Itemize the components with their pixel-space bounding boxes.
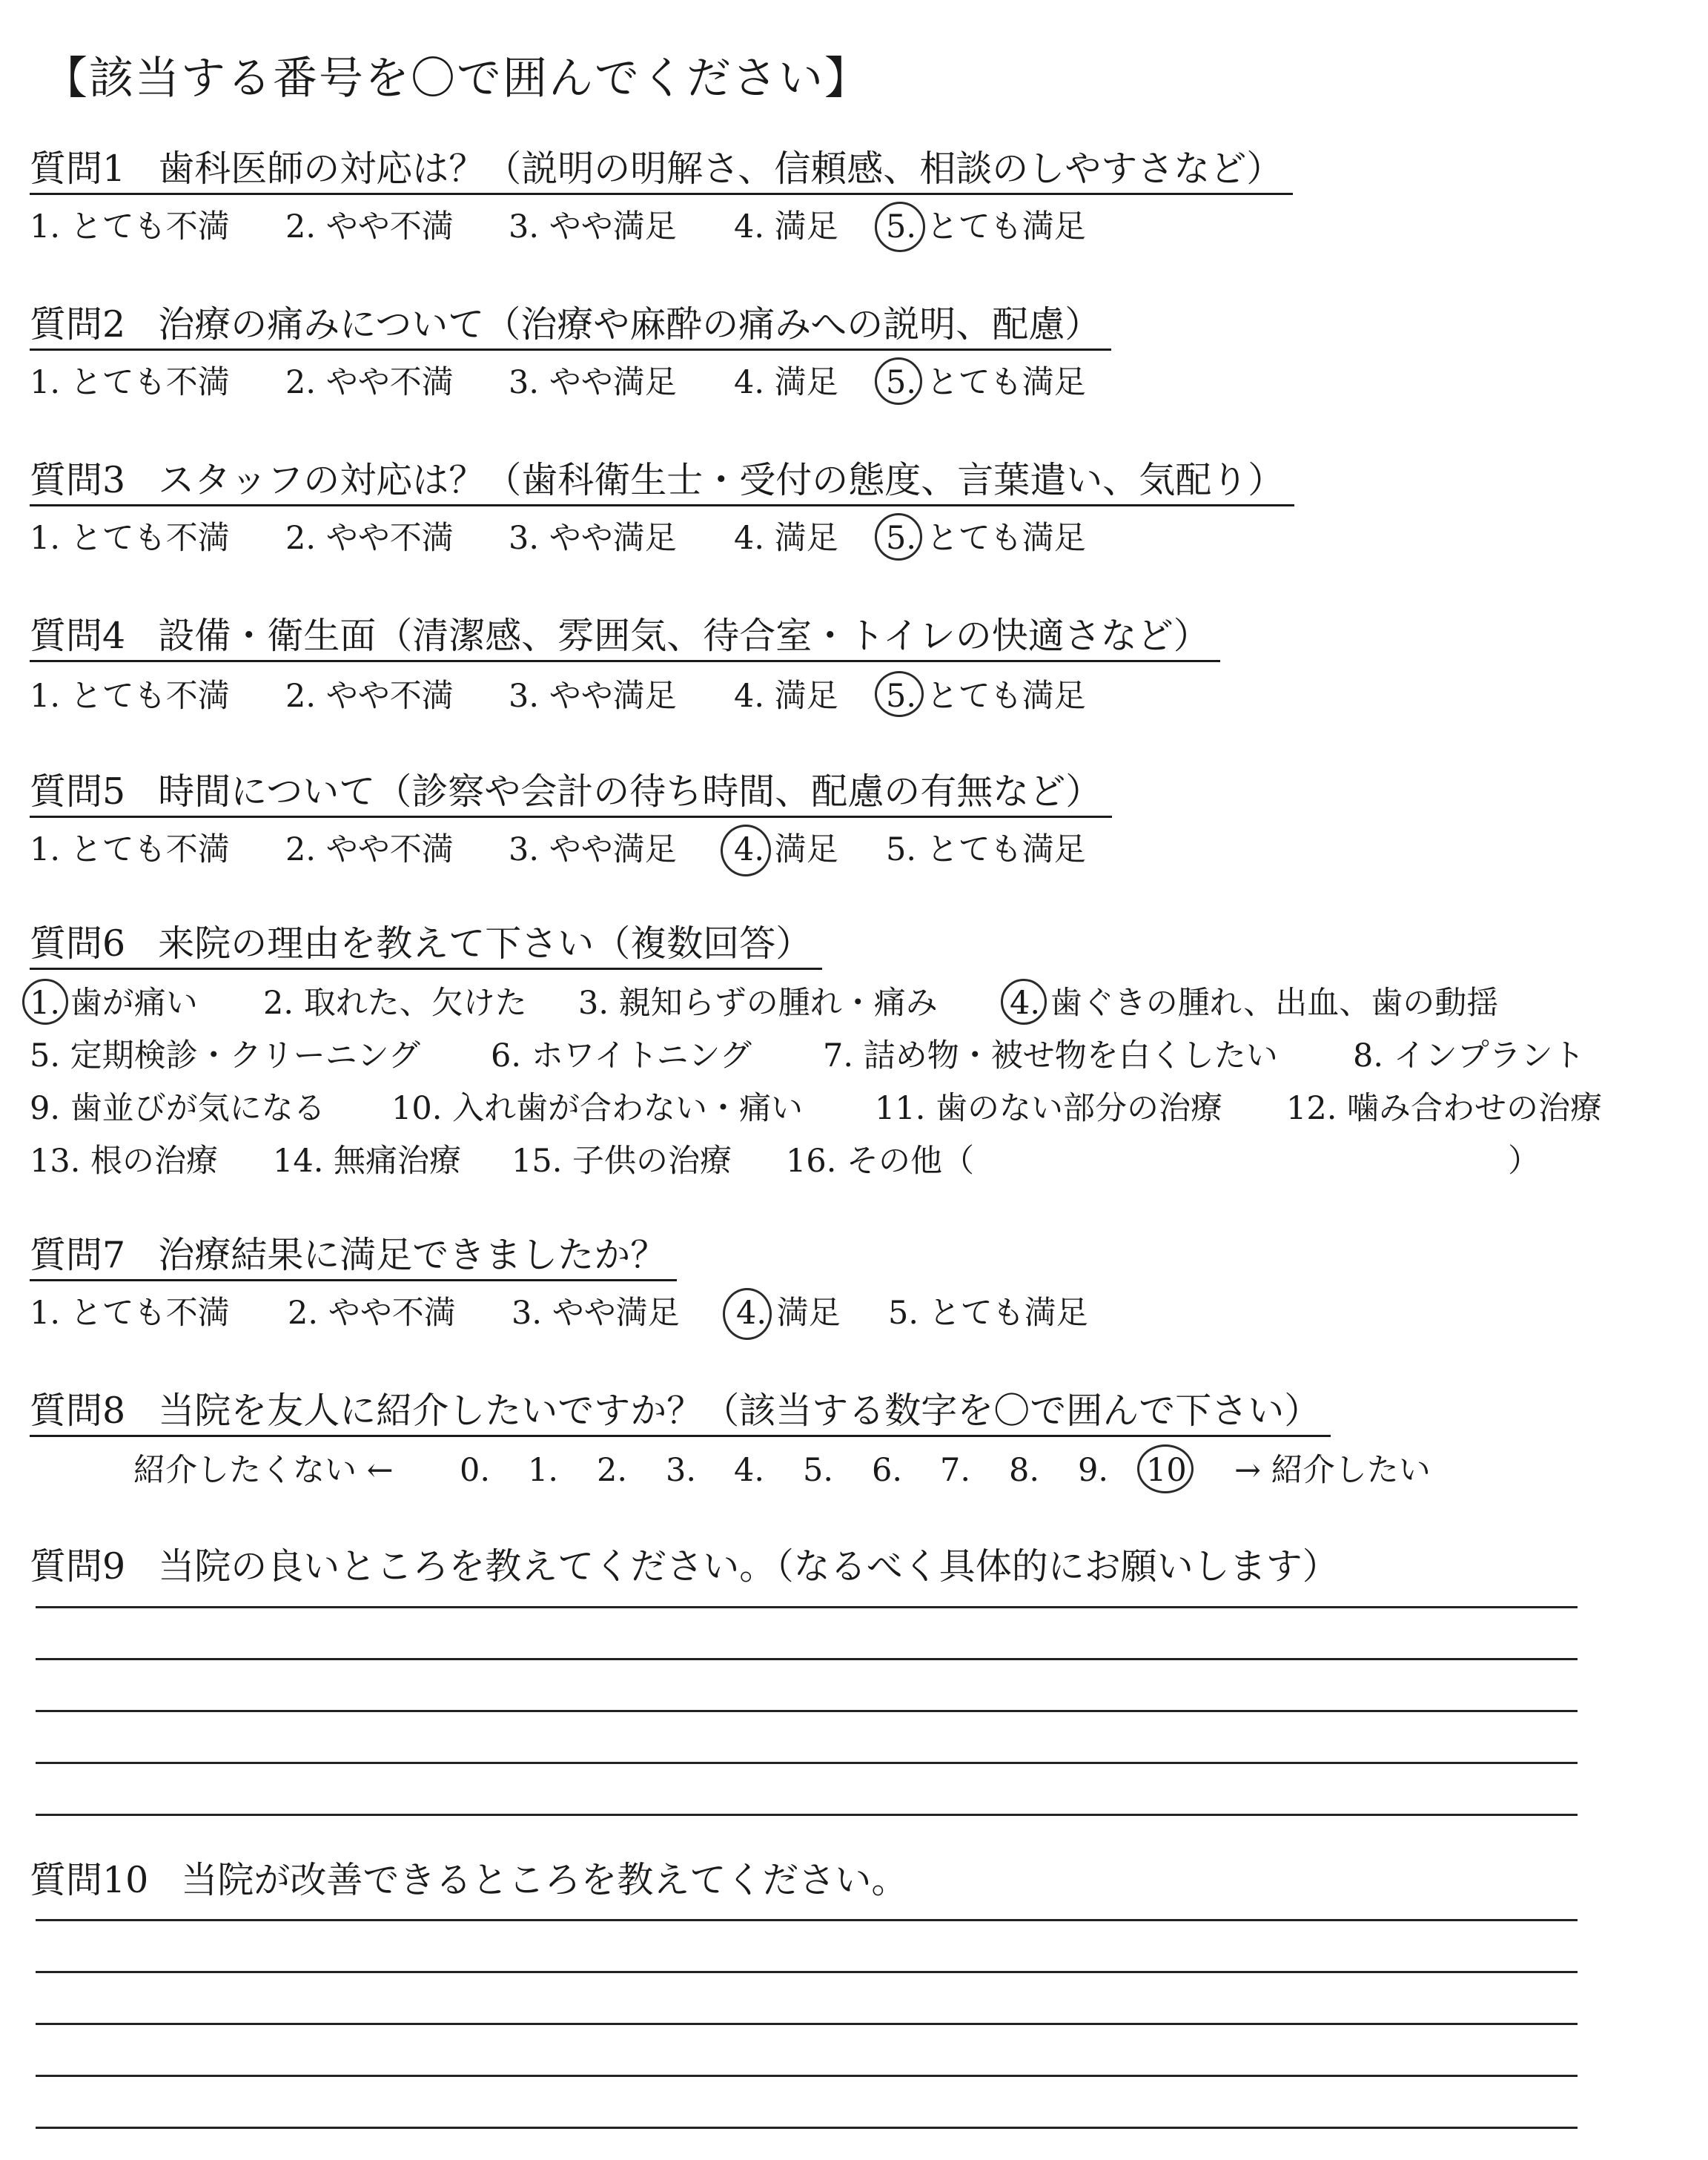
form-heading: 【該当する番号を〇で囲んでください】 xyxy=(43,53,870,105)
q6-option-1[interactable]: 1. 歯が痛い xyxy=(30,985,198,1022)
q8-option-5[interactable]: 5. xyxy=(803,1452,834,1489)
q6-option-14[interactable]: 14. 無痛治療 xyxy=(273,1143,462,1180)
question-1-title xyxy=(30,148,1293,195)
q6-option-3[interactable]: 3. 親知らずの腫れ・痛み xyxy=(578,985,938,1022)
question-8-number: 質問8 xyxy=(30,1390,126,1432)
question-10-number: 質問10 xyxy=(30,1859,149,1901)
question-3-number: 質問3 xyxy=(30,459,126,501)
q6-option-7[interactable]: 7. 詰め物・被せ物を白くしたい xyxy=(823,1037,1278,1074)
q6-option-16-label: 16. その他（ xyxy=(786,1143,975,1180)
q8-option-6[interactable]: 6. xyxy=(872,1452,903,1489)
q8-option-4[interactable]: 4. xyxy=(734,1452,765,1489)
q5-option-3[interactable]: 3. やや満足 xyxy=(509,831,677,868)
q1-option-3[interactable]: 3. やや満足 xyxy=(509,208,677,245)
q10-answer-line-1[interactable] xyxy=(36,1919,1578,1921)
question-2-title xyxy=(30,304,1111,351)
q3-option-4[interactable]: 4. 満足 xyxy=(734,520,838,557)
question-10-text: 当院が改善できるところを教えてください。 xyxy=(181,1859,908,1901)
question-4-title xyxy=(30,615,1220,662)
q1-option-1[interactable]: 1. とても不満 xyxy=(30,208,230,245)
q2-option-4[interactable]: 4. 満足 xyxy=(734,364,838,401)
question-8-title xyxy=(30,1390,1331,1437)
q6-option-9[interactable]: 9. 歯並びが気になる xyxy=(30,1090,325,1127)
question-9-title xyxy=(30,1546,1349,1591)
q6-other-close: ） xyxy=(1508,1143,1540,1180)
question-8-text: 当院を友人に紹介したいですか？（該当する数字を〇で囲んで下さい） xyxy=(158,1390,1321,1432)
question-4-text: 設備・衛生面（清潔感、雰囲気、待合室・トイレの快適さなど） xyxy=(158,615,1210,657)
q4-option-4[interactable]: 4. 満足 xyxy=(734,678,838,715)
question-9-text: 当院の良いところを教えてください。（なるべく具体的にお願いします） xyxy=(158,1545,1339,1588)
q6-option-4[interactable]: 4. 歯ぐきの腫れ、出血、歯の動揺 xyxy=(1010,985,1499,1022)
q6-option-10[interactable]: 10. 入れ歯が合わない・痛い xyxy=(391,1090,804,1127)
question-7-title xyxy=(30,1235,677,1281)
question-3-text: スタッフの対応は？（歯科衛生士・受付の態度、言葉遣い、気配り） xyxy=(158,459,1285,501)
question-2-number: 質問2 xyxy=(30,303,126,346)
q2-option-5[interactable]: 5. とても満足 xyxy=(886,364,1086,401)
q5-option-5[interactable]: 5. とても満足 xyxy=(886,831,1086,868)
q8-option-8[interactable]: 8. xyxy=(1009,1452,1040,1489)
q5-option-1[interactable]: 1. とても不満 xyxy=(30,831,230,868)
q8-option-1[interactable]: 1. xyxy=(528,1452,559,1489)
question-7-number: 質問7 xyxy=(30,1234,126,1276)
q7-option-5[interactable]: 5. とても満足 xyxy=(888,1295,1088,1332)
question-6-number: 質問6 xyxy=(30,922,126,965)
q10-answer-line-3[interactable] xyxy=(36,2023,1578,2025)
q8-left-label: 紹介したくない ← xyxy=(133,1452,394,1489)
q6-option-13[interactable]: 13. 根の治療 xyxy=(30,1143,219,1180)
q8-option-10[interactable]: 10 xyxy=(1146,1452,1187,1489)
q6-option-12[interactable]: 12. 噛み合わせの治療 xyxy=(1286,1090,1603,1127)
q6-option-15[interactable]: 15. 子供の治療 xyxy=(512,1143,732,1180)
q10-answer-line-2[interactable] xyxy=(36,1971,1578,1973)
q3-option-2[interactable]: 2. やや不満 xyxy=(285,520,454,557)
q8-option-7[interactable]: 7. xyxy=(940,1452,971,1489)
q2-option-2[interactable]: 2. やや不満 xyxy=(285,364,454,401)
q2-option-3[interactable]: 3. やや満足 xyxy=(509,364,677,401)
q7-option-1[interactable]: 1. とても不満 xyxy=(30,1295,230,1332)
question-1-text: 歯科医師の対応は？（説明の明解さ、信頼感、相談のしやすさなど） xyxy=(158,148,1283,190)
q3-option-3[interactable]: 3. やや満足 xyxy=(509,520,677,557)
q8-option-9[interactable]: 9. xyxy=(1078,1452,1109,1489)
question-7-text: 治療結果に満足できましたか？ xyxy=(158,1234,667,1276)
q9-answer-line-1[interactable] xyxy=(36,1606,1578,1608)
q2-option-1[interactable]: 1. とても不満 xyxy=(30,364,230,401)
q6-option-6[interactable]: 6. ホワイトニング xyxy=(491,1037,752,1074)
q9-answer-line-4[interactable] xyxy=(36,1762,1578,1764)
q4-option-2[interactable]: 2. やや不満 xyxy=(285,678,454,715)
question-6-title xyxy=(30,923,822,970)
question-2-text: 治療の痛みについて（治療や麻酔の痛みへの説明、配慮） xyxy=(158,303,1102,346)
q7-option-2[interactable]: 2. やや不満 xyxy=(288,1295,456,1332)
q6-option-16[interactable] xyxy=(786,1143,1540,1180)
q1-option-5[interactable]: 5. とても満足 xyxy=(886,208,1086,245)
question-5-title xyxy=(30,771,1112,818)
q6-option-2[interactable]: 2. 取れた、欠けた xyxy=(263,985,527,1022)
q4-option-3[interactable]: 3. やや満足 xyxy=(509,678,677,715)
q6-option-5[interactable]: 5. 定期検診・クリーニング xyxy=(30,1037,420,1074)
q9-answer-line-3[interactable] xyxy=(36,1710,1578,1712)
q8-option-2[interactable]: 2. xyxy=(597,1452,628,1489)
question-5-number: 質問5 xyxy=(30,770,126,813)
q8-option-0[interactable]: 0. xyxy=(460,1452,491,1489)
question-1-number: 質問1 xyxy=(30,148,126,190)
question-4-number: 質問4 xyxy=(30,615,126,657)
question-5-text: 時間について（診察や会計の待ち時間、配慮の有無など） xyxy=(158,770,1102,813)
question-6-text: 来院の理由を教えて下さい（複数回答） xyxy=(158,922,812,965)
q5-option-4[interactable]: 4. 満足 xyxy=(734,831,838,868)
q7-option-3[interactable]: 3. やや満足 xyxy=(512,1295,680,1332)
q8-option-3[interactable]: 3. xyxy=(666,1452,697,1489)
question-3-title xyxy=(30,460,1294,506)
q3-option-5[interactable]: 5. とても満足 xyxy=(886,520,1086,557)
q10-answer-line-4[interactable] xyxy=(36,2075,1578,2077)
q9-answer-line-2[interactable] xyxy=(36,1658,1578,1660)
question-10-title xyxy=(30,1860,918,1904)
q9-answer-line-5[interactable] xyxy=(36,1814,1578,1816)
question-9-number: 質問9 xyxy=(30,1545,126,1588)
q1-option-4[interactable]: 4. 満足 xyxy=(734,208,838,245)
q7-option-4[interactable]: 4. 満足 xyxy=(736,1295,841,1332)
q4-option-5[interactable]: 5. とても満足 xyxy=(886,678,1086,715)
q1-option-2[interactable]: 2. やや不満 xyxy=(285,208,454,245)
q10-answer-line-5[interactable] xyxy=(36,2127,1578,2129)
q6-option-8[interactable]: 8. インプラント xyxy=(1353,1037,1585,1074)
q4-option-1[interactable]: 1. とても不満 xyxy=(30,678,230,715)
q3-option-1[interactable]: 1. とても不満 xyxy=(30,520,230,557)
q5-option-2[interactable]: 2. やや不満 xyxy=(285,831,454,868)
q6-option-11[interactable]: 11. 歯のない部分の治療 xyxy=(875,1090,1223,1127)
q8-right-label: → 紹介したい xyxy=(1234,1452,1431,1489)
